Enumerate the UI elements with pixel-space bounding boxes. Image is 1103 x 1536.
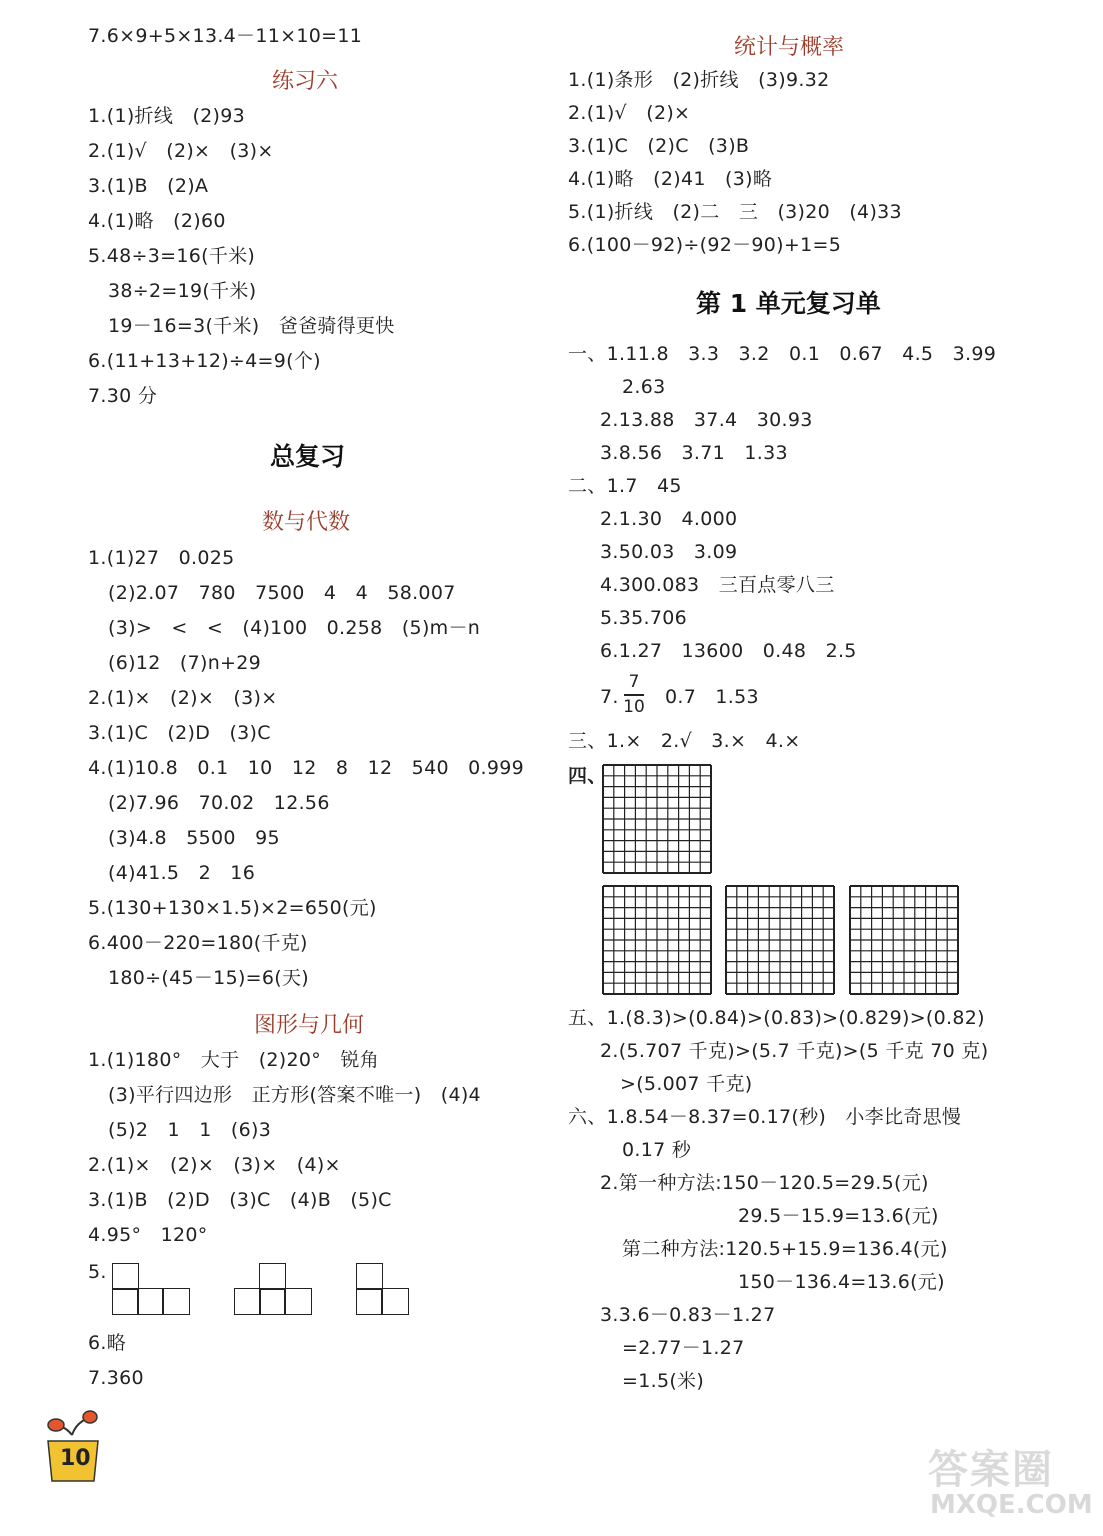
- answer-line: 6.(100－92)÷(92－90)+1=5: [568, 234, 842, 256]
- answer-line: 6.400－220=180(千克): [88, 932, 308, 954]
- q7-prefix: 7.: [600, 686, 619, 708]
- answer-line: 5.(1)折线 (2)二 三 (3)20 (4)33: [568, 201, 902, 223]
- answer-line: 4.(1)略 (2)41 (3)略: [568, 168, 773, 190]
- section-title-tuxing: 图形与几何: [254, 1013, 365, 1038]
- answer-line: (5)2 1 1 (6)3: [108, 1119, 272, 1141]
- fraction-denominator: 10: [623, 697, 645, 717]
- hundred-grid-3: [725, 885, 835, 995]
- answer-line: =2.77－1.27: [622, 1337, 745, 1359]
- answer-line: =1.5(米): [622, 1370, 705, 1392]
- answer-line: 三、1.× 2.√ 3.× 4.×: [568, 730, 801, 752]
- fraction-bar: [624, 694, 644, 696]
- answer-line: >(5.007 千克): [620, 1073, 753, 1095]
- answer-line: 3.(1)C (2)C (3)B: [568, 135, 750, 157]
- answer-line: 2.13.88 37.4 30.93: [600, 409, 813, 431]
- answer-line: (4)41.5 2 16: [108, 862, 256, 884]
- answer-line: 180÷(45－15)=6(天): [108, 967, 309, 989]
- answer-line: 四、: [568, 765, 607, 787]
- answer-line: 二、1.7 45: [568, 475, 682, 497]
- answer-line: 6.(11+13+12)÷4=9(个): [88, 350, 321, 372]
- answer-line: 2.1.30 4.000: [600, 508, 738, 530]
- answer-line: 3.(1)C (2)D (3)C: [88, 722, 271, 744]
- answer-line: 19－16=3(千米) 爸爸骑得更快: [108, 315, 395, 337]
- answer-line: 2.(1)√ (2)× (3)×: [88, 140, 274, 162]
- answer-line: 五、1.(8.3)>(0.84)>(0.83)>(0.829)>(0.82): [568, 1007, 985, 1029]
- answer-line: 150－136.4=13.6(元): [738, 1271, 945, 1293]
- top-equation: 7.6×9+5×13.4－11×10=11: [88, 25, 363, 47]
- answer-line: 3.50.03 3.09: [600, 541, 738, 563]
- hundred-grid-4: [849, 885, 959, 995]
- answer-line: 1.(1)折线 (2)93: [88, 105, 246, 127]
- answer-line: (2)7.96 70.02 12.56: [108, 792, 330, 814]
- answer-line: 6.1.27 13600 0.48 2.5: [600, 640, 857, 662]
- watermark: 答案圈: [928, 1447, 1054, 1493]
- answer-line: 5.: [88, 1261, 107, 1283]
- answer-line: 六、1.8.54－8.37=0.17(秒) 小李比奇思慢: [568, 1106, 962, 1128]
- answer-line: 2.(5.707 千克)>(5.7 千克)>(5 千克 70 克): [600, 1040, 989, 1062]
- hundred-grid-1: [602, 764, 712, 874]
- answer-line: (3)4.8 5500 95: [108, 827, 280, 849]
- answer-line: 2.第一种方法:150－120.5=29.5(元): [600, 1172, 929, 1194]
- answer-line: 2.63: [622, 376, 666, 398]
- watermark-url: MXQE.COM: [930, 1490, 1093, 1520]
- answer-line: 4.300.083 三百点零八三: [600, 574, 835, 596]
- answer-line: 3.3.6－0.83－1.27: [600, 1304, 776, 1326]
- answer-line: 1.(1)180° 大于 (2)20° 锐角: [88, 1049, 379, 1071]
- section-title-lianxi6: 练习六: [272, 69, 339, 94]
- answer-line: (3)> < < (4)100 0.258 (5)m－n: [108, 617, 481, 639]
- fraction-numerator: 7: [628, 672, 640, 692]
- answer-line: 3.(1)B (2)D (3)C (4)B (5)C: [88, 1189, 392, 1211]
- answer-line: 4.(1)10.8 0.1 10 12 8 12 540 0.999: [88, 757, 525, 779]
- answer-line: 0.17 秒: [622, 1139, 692, 1161]
- answer-line: 29.5－15.9=13.6(元): [738, 1205, 939, 1227]
- answer-line: 第二种方法:120.5+15.9=136.4(元): [622, 1238, 948, 1260]
- answer-line: 7.360: [88, 1367, 144, 1389]
- section-title-zongfuxi: 总复习: [270, 442, 346, 471]
- answer-line: (6)12 (7)n+29: [108, 652, 262, 674]
- answer-line: 5.48÷3=16(千米): [88, 245, 256, 267]
- page-number: 10: [60, 1446, 91, 1471]
- answer-line: (2)2.07 780 7500 4 4 58.007: [108, 582, 456, 604]
- answer-line: 0.7 1.53: [665, 686, 759, 708]
- answer-line: 5.(130+130×1.5)×2=650(元): [88, 897, 377, 919]
- answer-line: 6.略: [88, 1332, 127, 1354]
- answer-line: 1.(1)条形 (2)折线 (3)9.32: [568, 69, 830, 91]
- answer-line: 一、1.11.8 3.3 3.2 0.1 0.67 4.5 3.99: [568, 343, 997, 365]
- section-title-tongji: 统计与概率: [734, 35, 845, 60]
- answer-line: 4.95° 120°: [88, 1224, 208, 1246]
- answer-line: 5.35.706: [600, 607, 688, 629]
- answer-line: 2.(1)× (2)× (3)×: [88, 687, 278, 709]
- hundred-grid-2: [602, 885, 712, 995]
- answer-line: 7.30 分: [88, 385, 158, 407]
- answer-line: 3.(1)B (2)A: [88, 175, 209, 197]
- answer-line: 38÷2=19(千米): [108, 280, 257, 302]
- answer-line: 1.(1)27 0.025: [88, 547, 235, 569]
- section-title-shuyudaishu: 数与代数: [262, 510, 351, 535]
- section-title-unit1-review: 第 1 单元复习单: [696, 289, 881, 318]
- page-number-plant-icon: [42, 1405, 106, 1485]
- answer-line: (3)平行四边形 正方形(答案不唯一) (4)4: [108, 1084, 481, 1106]
- answer-line: 2.(1)√ (2)×: [568, 102, 691, 124]
- answer-line: 4.(1)略 (2)60: [88, 210, 226, 232]
- answer-line: 3.8.56 3.71 1.33: [600, 442, 788, 464]
- answer-line: 2.(1)× (2)× (3)× (4)×: [88, 1154, 341, 1176]
